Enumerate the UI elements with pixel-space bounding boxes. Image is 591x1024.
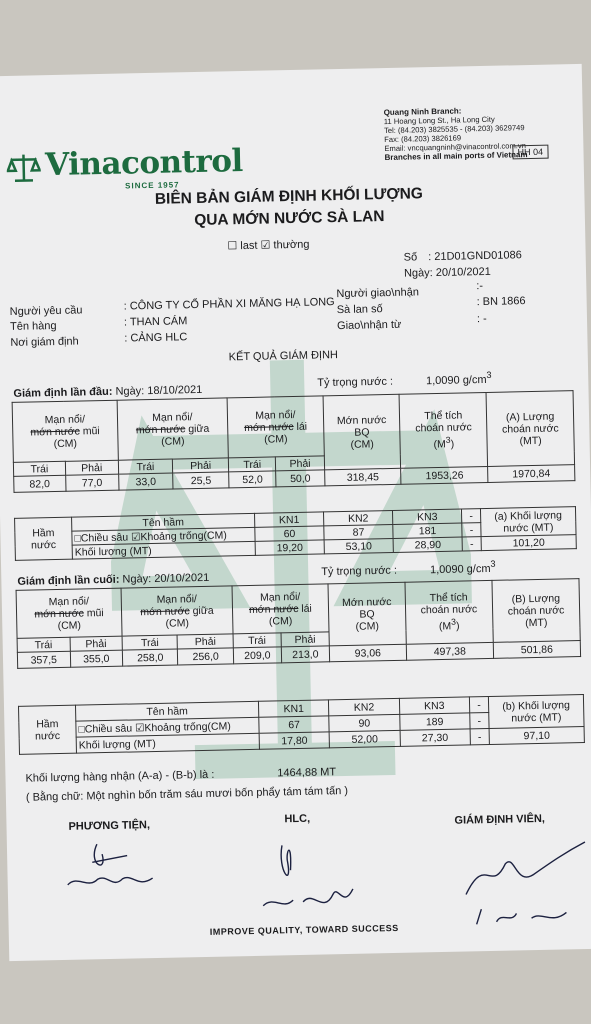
mid-h4: (CM) <box>165 616 190 630</box>
vol-h2: choán nước <box>420 603 478 617</box>
kn2-header: KN2 <box>329 698 400 715</box>
vehicle-signature <box>57 833 168 905</box>
col-right: Phải <box>65 460 118 475</box>
place-value: : CẢNG HLC <box>124 331 188 345</box>
vinacontrol-logo <box>6 143 244 191</box>
report-number-label: Số <box>403 251 418 264</box>
from-value: : - <box>476 312 487 326</box>
bow-header <box>12 400 118 462</box>
cell: 497,38 <box>406 642 493 660</box>
report-number-value: : 21D01GND01086 <box>428 249 522 264</box>
vol-h2: choán nước <box>415 421 472 435</box>
branch-name: Quang Ninh Branch: <box>383 106 462 118</box>
bq-h1: Mớn nước <box>341 595 392 609</box>
water-mass-value: 97,10 <box>489 727 584 745</box>
bq-header <box>328 582 406 646</box>
col-right: Phải <box>281 632 329 647</box>
branch-address: 11 Hoang Long St., Ha Long City <box>383 114 495 127</box>
from-label: Giao\nhận từ <box>336 318 402 333</box>
cell: 189 <box>399 713 470 730</box>
water-mass-value: 101,20 <box>481 535 576 551</box>
cell: 25,5 <box>173 472 229 489</box>
cell: 19,20 <box>255 540 324 555</box>
cell: 53,10 <box>324 538 393 553</box>
title-line2: QUA MỚN NƯỚC SÀ LAN <box>194 208 385 230</box>
vol-sup: 3 <box>445 434 451 446</box>
vehicle-signature-label: PHƯƠNG TIỆN, <box>68 819 151 833</box>
stern-h1: Mạn nổi/ <box>259 590 301 604</box>
branch-tel: Tel: (84.203) 3825535 - (84.203) 3629749 <box>383 123 525 136</box>
cell: - <box>470 712 489 728</box>
water-h2: nước (MT) <box>511 710 562 725</box>
bq-h2: BQ <box>354 425 370 439</box>
mid-header <box>121 586 233 636</box>
first-density-value: 1,0090 g/cm <box>425 373 487 387</box>
cell: 258,0 <box>122 649 178 666</box>
extra-header: - <box>462 509 481 523</box>
cell: 52,00 <box>329 730 400 747</box>
kn3-header: KN3 <box>399 697 470 714</box>
col-right: Phải <box>276 456 325 471</box>
mass-h3: (MT) <box>525 616 548 629</box>
report-date: Ngày: 20/10/2021 <box>403 265 491 280</box>
received-label: Khối lượng hàng nhận (A-a) - (B-b) là : <box>25 768 215 785</box>
last-heading-text: Giám định lần cuối: <box>17 573 120 588</box>
cell: 77,0 <box>65 474 118 491</box>
holds-label1: Hầm <box>36 717 59 730</box>
bq-header <box>323 394 401 470</box>
water-h2: nước (MT) <box>503 521 554 535</box>
bow-h1: Mạn nổi/ <box>48 594 90 608</box>
mid-h2: mớn nước <box>140 604 190 618</box>
stern-header <box>232 584 329 634</box>
cell: 52,0 <box>229 471 277 488</box>
bq-h1: Mớn nước <box>336 413 387 427</box>
cell: 1970,84 <box>488 465 575 483</box>
first-heading-text: Giám định lần đầu: <box>13 385 113 400</box>
mass-h3: (MT) <box>519 434 542 447</box>
bq-h3: (CM) <box>355 619 380 633</box>
holds-label2: nước <box>30 538 57 552</box>
goods-value: : THAN CÁM <box>123 315 188 329</box>
bow-h3: mũi <box>86 606 104 619</box>
bq-h2: BQ <box>359 607 375 621</box>
received-value: 1464,88 MT <box>277 766 337 780</box>
branch-fax: Fax: (84.203) 3826169 <box>384 133 462 145</box>
cell: 90 <box>329 714 400 731</box>
holds-name-header: Tên hầm <box>75 701 258 721</box>
col-right: Phải <box>173 458 229 473</box>
stern-h4: (CM) <box>268 614 293 628</box>
scales-logo-icon <box>6 151 41 184</box>
cell: 27,30 <box>400 729 471 746</box>
holds-name-header: Tên hầm <box>72 513 255 531</box>
slogan: IMPROVE QUALITY, TOWARD SUCCESS <box>209 922 399 937</box>
kn1-header: KN1 <box>255 512 324 527</box>
cell: - <box>462 537 481 551</box>
mid-h3: giữa <box>192 604 214 617</box>
stern-h1: Mạn nổi/ <box>255 408 296 422</box>
mass-row-label: Khối lượng (MT) <box>76 733 259 753</box>
col-left: Trái <box>13 461 65 476</box>
bow-h1: Mạn nổi/ <box>44 412 86 426</box>
branch-info <box>384 105 528 162</box>
mid-h4: (CM) <box>161 434 185 448</box>
logo-since: SINCE 1957 <box>125 180 180 191</box>
last-checkbox: ☐ <box>227 240 238 253</box>
bq-h3: (CM) <box>350 437 374 451</box>
volume-header: Thể tích choán nước $(M^3)$ <box>399 392 487 468</box>
hlc-signature-label: HLC, <box>284 812 311 826</box>
holds-label1: Hầm <box>32 526 55 540</box>
void-row-label: □Chiều sâu ☑Khoảng trống(CM) <box>76 717 259 737</box>
cell: 213,0 <box>281 646 329 663</box>
branch-email: Email: vncquangninh@vinacontrol.com.vn <box>384 141 526 154</box>
title-line1: BIÊN BẢN GIÁM ĐỊNH KHỐI LƯỢNG <box>154 185 424 208</box>
mass-h1: (B) Lượng <box>511 591 561 605</box>
place-label: Nơi giám định <box>10 335 79 349</box>
vol-h1: Thể tích <box>429 591 468 605</box>
cell: 82,0 <box>14 475 66 492</box>
mass-header <box>486 391 574 467</box>
inspector-signature-label: GIÁM ĐỊNH VIÊN, <box>454 812 546 827</box>
result-heading: KẾT QUẢ GIÁM ĐỊNH <box>228 349 339 364</box>
cell: - <box>462 523 481 537</box>
requester-label: Người yêu cầu <box>9 304 83 318</box>
document-sheet <box>0 64 591 961</box>
cell: 28,90 <box>393 537 462 552</box>
bow-h4: (CM) <box>53 437 78 450</box>
bow-header <box>16 588 122 638</box>
void-row-label: □Chiều sâu ☑Khoảng trống(CM) <box>72 527 255 545</box>
first-date: Ngày: 18/10/2021 <box>115 383 203 398</box>
first-holds-table <box>14 506 577 561</box>
goods-label: Tên hàng <box>9 319 57 333</box>
cell: 501,86 <box>493 641 580 659</box>
last-density-sup: 3 <box>490 558 496 569</box>
mass-header <box>492 579 580 643</box>
mid-h1: Mạn nổi/ <box>152 410 193 424</box>
cell: 318,45 <box>324 468 401 486</box>
stern-h2: mớn nước <box>248 602 299 616</box>
cell: 357,5 <box>17 651 70 668</box>
barge-value: : BN 1866 <box>476 295 526 309</box>
bow-h3: mũi <box>82 424 100 437</box>
mid-h3: giữa <box>188 422 210 435</box>
deliver-label: Người giao\nhận <box>336 286 420 301</box>
mass-h2: choán nước <box>507 603 565 618</box>
bow-h4: (CM) <box>57 619 82 632</box>
mass-h1: (A) Lượng <box>505 410 555 424</box>
report-number <box>404 249 522 263</box>
first-density-label: Tỷ trọng nước : <box>317 375 394 390</box>
report-type-options <box>227 238 309 253</box>
option-normal: thường <box>273 238 310 252</box>
branch-ports: Branches in all main ports of Vietnam <box>384 150 528 163</box>
first-draft-table <box>12 390 576 493</box>
holds-label2: nước <box>34 729 61 743</box>
water-mass-header <box>488 695 584 729</box>
cell: 67 <box>259 716 330 733</box>
col-left: Trái <box>228 457 276 472</box>
vol-sup: 3 <box>451 616 457 628</box>
bow-h2: mớn nước <box>34 606 84 620</box>
deliver-value: :- <box>476 280 484 293</box>
holds-label <box>15 517 73 560</box>
last-holds-table <box>18 694 585 755</box>
cell: - <box>470 728 489 744</box>
amount-in-words: ( Bằng chữ: Một nghìn bốn trăm sáu mươi bốn phẩy tám tám tấn ) <box>25 784 349 804</box>
last-draft-table <box>16 578 582 669</box>
barge-label: Sà lan số <box>336 303 383 317</box>
stern-h2: mớn nước <box>244 420 294 434</box>
col-left: Trái <box>118 459 173 474</box>
vol-h1: Thể tích <box>424 409 463 423</box>
stern-h3: lái <box>296 420 308 433</box>
col-left: Trái <box>122 635 178 650</box>
water-h1: (b) Khối lượng <box>502 698 571 713</box>
stern-h4: (CM) <box>264 432 288 446</box>
hlc-signature <box>252 829 364 921</box>
stern-h3: lái <box>301 602 312 615</box>
last-density-label: Tỷ trọng nước : <box>321 564 398 579</box>
first-density-sup: 3 <box>486 369 492 380</box>
last-date: Ngày: 20/10/2021 <box>122 571 210 586</box>
requester-value: : CÔNG TY CỔ PHẦN XI MĂNG HẠ LONG <box>123 296 335 313</box>
col-left: Trái <box>233 633 281 648</box>
normal-checkbox: ☑ <box>260 239 271 252</box>
cell: 50,0 <box>276 470 325 487</box>
mass-row-label: Khối lượng (MT) <box>72 541 255 559</box>
mid-h2: mớn nước <box>135 422 186 436</box>
kn2-header: KN2 <box>324 510 393 525</box>
cell: 93,06 <box>329 644 406 662</box>
option-last: last <box>240 239 258 253</box>
holds-label <box>18 705 76 754</box>
bow-h2: mớn nước <box>30 424 80 439</box>
col-right: Phải <box>178 634 234 649</box>
cell: 209,0 <box>233 647 281 664</box>
cell: 1953,26 <box>401 466 488 484</box>
water-h1: (a) Khối lượng <box>494 508 563 523</box>
cell: 256,0 <box>178 648 234 665</box>
cell: 355,0 <box>70 650 123 667</box>
cell: 87 <box>324 524 393 539</box>
vol-h3: (M <box>438 620 452 633</box>
volume-header: Thể tích choán nước $(M^3)$ <box>405 580 493 644</box>
water-mass-header <box>480 507 576 537</box>
cell: 33,0 <box>118 473 173 490</box>
kn1-header: KN1 <box>258 700 329 717</box>
stern-header <box>227 396 324 458</box>
mid-header <box>117 398 229 460</box>
col-left: Trái <box>17 637 70 652</box>
cell: 60 <box>255 526 324 541</box>
mass-h2: choán nước <box>501 421 559 436</box>
cell: 17,80 <box>259 732 330 749</box>
col-right: Phải <box>70 636 123 651</box>
kn3-header: KN3 <box>393 509 462 524</box>
cell: 181 <box>393 523 462 538</box>
vol-h3: (M <box>433 438 446 451</box>
extra-header: - <box>469 697 488 713</box>
logo-wordmark: Vinacontrol <box>44 143 244 184</box>
last-density-value: 1,0090 g/cm <box>429 562 491 576</box>
form-code: HH 04 <box>512 145 548 160</box>
mid-h1: Mạn nổi/ <box>156 592 198 606</box>
